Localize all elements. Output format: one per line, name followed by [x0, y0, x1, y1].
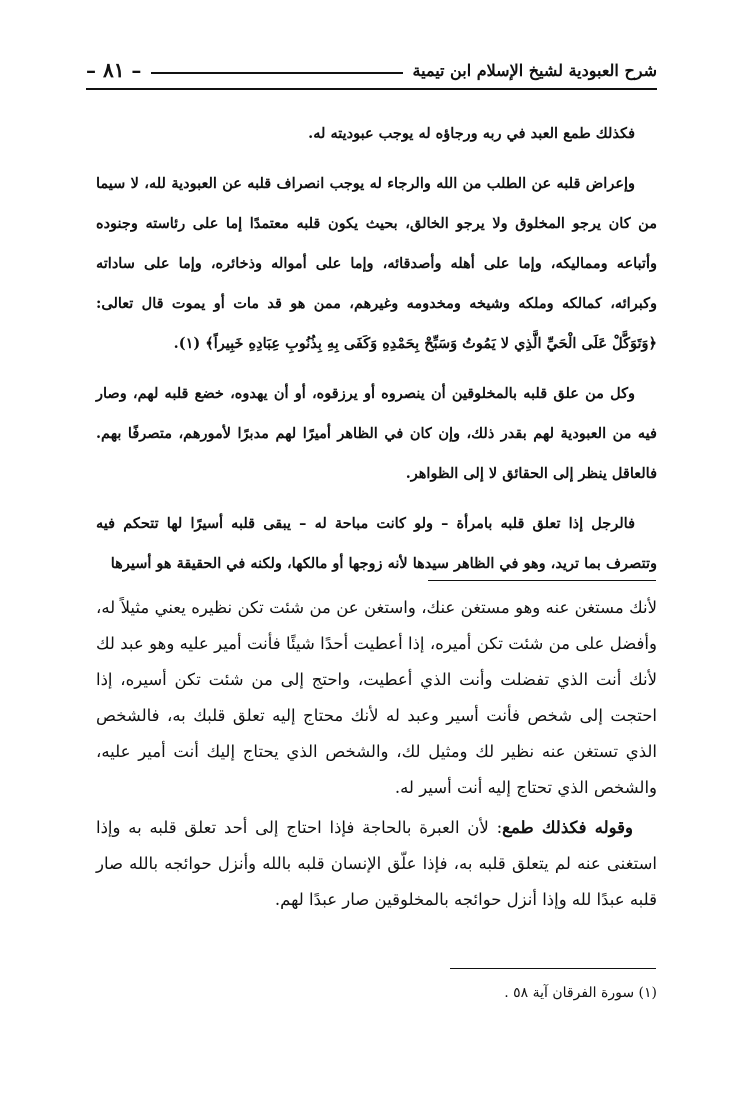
main-text: [96, 114, 657, 594]
explanation-lead: وقوله فكذلك طمع: [502, 818, 634, 837]
main-paragraph-4: فالرجل إذا تعلق قلبه بامرأة – ولو كانت مباحة له – يبقى قلبه أسيرًا لها تتحكم فيه وتتصرف بما تريد، وهو في الظاهر سيدها لأنه زوجها أو مالكها، ولكنه في الحقيقة هو أسيرها: [96, 515, 657, 572]
explanation-paragraph-2: [96, 810, 657, 918]
main-paragraph-1: فكذلك طمع العبد في ربه ورجاؤه له يوجب عبوديته له.: [308, 125, 635, 142]
explanation-text: [96, 590, 657, 922]
footnote: (١) سورة الفرقان آية ٥٨ .: [504, 985, 657, 1001]
footnote-rule: [450, 968, 656, 969]
page-header: [86, 58, 657, 82]
header-rule: [151, 72, 402, 74]
running-title: شرح العبودية لشيخ الإسلام ابن تيمية: [412, 60, 657, 80]
page-number: – ٨١ –: [86, 58, 142, 82]
main-paragraph-3: وكل من علق قلبه بالمخلوقين أن ينصروه أو يرزقوه، أو أن يهدوه، خضع قلبه لهم، وصار فيه من العبودية لهم بقدر ذلك، وإن كان في الظاهر أميرًا لهم مدبرًا لأمورهم، متصرفًا بهم. فالعاقل ينظر إلى الحقائق لا إلى الظواهر.: [96, 385, 657, 482]
main-paragraph-2: وإعراض قلبه عن الطلب من الله والرجاء له يوجب انصراف قلبه عن العبودية لله، لا سيما من كان يرجو المخلوق ولا يرجو الخالق، بحيث يكون قلبه معتمدًا إما على رئاسته وجنوده وأتباعه ومماليكه، وإما على أهله وأصدقائه، وإما على أمواله وذخائره، وإما على ساداته وكبرائه، كمالكه وملكه وشيخه ومخدومه وغيرهم، ممن هو قد مات أو يموت قال تعالى: ﴿وَتَوَكَّلْ عَلَى الْحَيِّ الَّذِي لا يَمُوتُ وَسَبِّحْ بِحَمْدِهِ وَكَفَى بِهِ بِذُنُوبِ عِبَادِهِ خَبِيراً﴾ (١).: [96, 175, 657, 352]
header-underline: [86, 88, 657, 90]
section-separator: [428, 580, 656, 581]
explanation-body: : لأن العبرة بالحاجة فإذا احتاج إلى أحد تعلق قلبه به وإذا استغنى عنه لم يتعلق قلبه به، فإذا علّق الإنسان قلبه بالله وأنزل حوائجه بالله صار قلبه عبدًا لله وإذا أنزل حوائجه بالمخلوقين صار عبدًا لهم.: [96, 818, 657, 909]
explanation-paragraph-1: لأنك مستغن عنه وهو مستغن عنك، واستغن عن من شئت تكن نظيره يعني مثيلاً له، وأفضل على من شئت تكن أميره، إذا أعطيت أحدًا شيئًا فأنت أمير عليه وهو عبد لك لأنك أنت الذي تفضلت وأنت الذي أعطيت، واحتج إلى من شئت تكن أسيره، إذا احتجت إلى شخص فأنت أسير وعبد له لأنك محتاج إليه تعلق قلبك به، فالشخص الذي تستغن عنه نظير لك ومثيل لك، والشخص الذي يحتاج إليك أنت أمير عليه، والشخص الذي تحتاج إليه أنت أسير له.: [96, 598, 657, 797]
